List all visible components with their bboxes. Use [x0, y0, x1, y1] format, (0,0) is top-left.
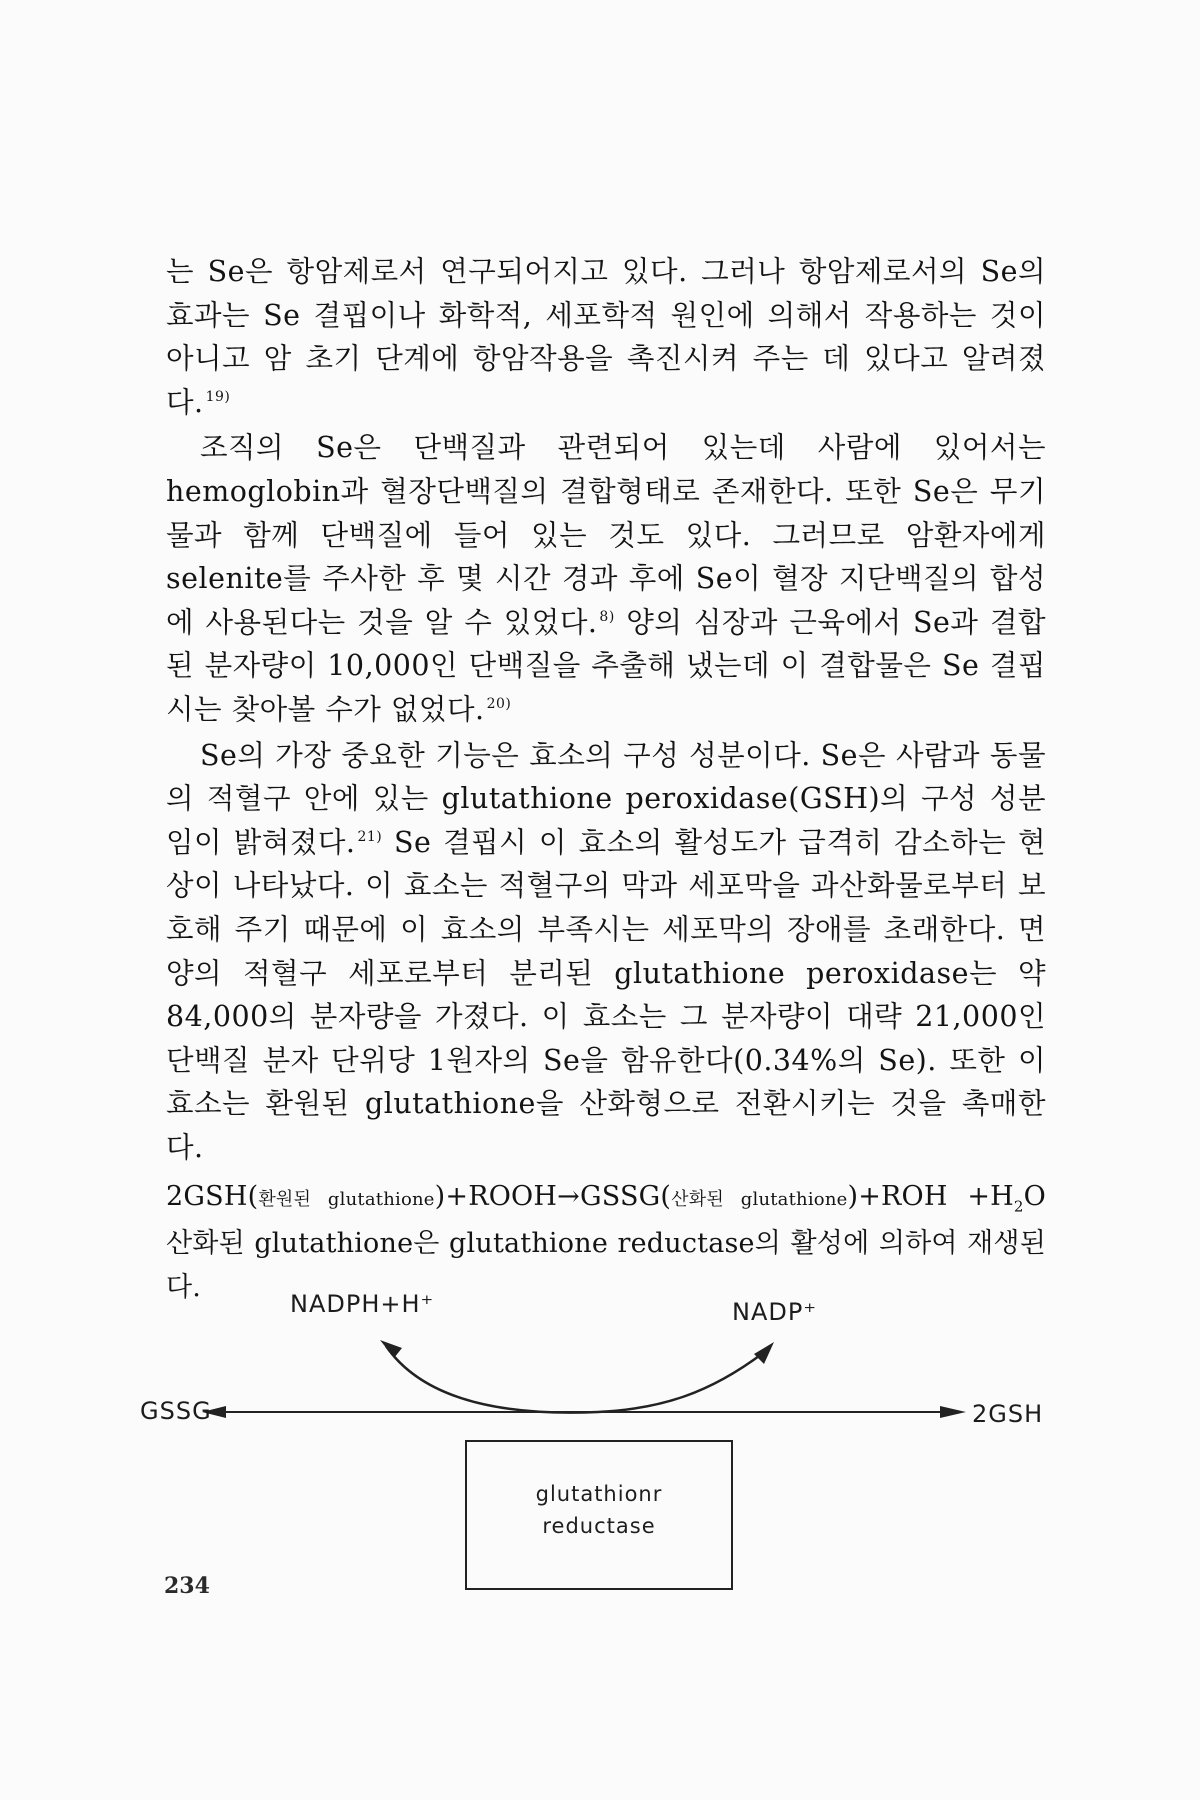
right-arrowhead — [940, 1406, 966, 1418]
cofactor-curve — [386, 1346, 767, 1413]
left-curve-arrowhead — [380, 1340, 402, 1358]
enzyme-name-line-1: glutathionr — [535, 1482, 663, 1506]
right-curve-arrowhead — [754, 1342, 774, 1364]
nadph-label: NADPH+H⁺ — [290, 1290, 435, 1318]
equation-part-2: )+ROOH→GSSG( — [434, 1181, 672, 1213]
equation-part-1: 2GSH( — [166, 1181, 259, 1213]
reference-marker: 21) — [357, 829, 383, 846]
nadp-label: NADP⁺ — [732, 1298, 817, 1326]
gsh-label: 2GSH — [972, 1400, 1044, 1428]
paragraph-2-text-b: 양의 심장과 근육에서 Se과 결합된 분자량이 10,000인 단백질을 추출해 냈는데 이 결합물은 Se 결핍시는 찾아볼 수가 없었다. — [166, 605, 1047, 726]
paragraph-3-text-a: Se의 가장 중요한 기능은 효소의 구성 성분이다. Se은 사람과 동물의 적혈구 안에 있는 glutathione peroxidase(GSH)의 구성 성분임이 밝혀졌다. — [166, 738, 1046, 859]
paragraph-2-text-a: 조직의 Se은 단백질과 관련되어 있는데 사람에 있어서는 hemoglobin과 혈장단백질의 결합형태로 존재한다. 또한 Se은 무기물과 함께 단백질에 들어 있는 것도 있다. 그러므로 암환자에게 selenite를 주사한 후 몇 시간 경과 후에 Se이 혈장 지단백질의 합성에 사용된다는 것을 알 수 있었다. — [166, 431, 1046, 639]
reference-marker: 20) — [486, 696, 512, 713]
reference-marker: 8) — [599, 609, 615, 626]
equation-note-oxidized: 산화된 glutathione — [671, 1189, 848, 1211]
paragraph-2 — [166, 426, 1046, 731]
reaction-diagram — [140, 1290, 1060, 1590]
equation-subscript: 2 — [1013, 1197, 1024, 1216]
paragraph-3 — [166, 734, 1046, 1170]
paragraph-1 — [166, 250, 1046, 424]
equation-part-3: )+ROH +H — [847, 1181, 1014, 1213]
paragraph-1-text: 는 Se은 항암제로서 연구되어지고 있다. 그러나 항암제로서의 Se의 효과는 Se 결핍이나 화학적, 세포학적 원인에 의해서 작용하는 것이 아니고 암 초기 단계에 항암작용을 촉진시켜 주는 데 있다고 알려졌다. — [166, 255, 1046, 419]
gssg-label: GSSG — [140, 1397, 212, 1425]
reference-marker: 19) — [205, 389, 231, 406]
enzyme-name-line-2: reductase — [542, 1514, 656, 1538]
equation-part-4: O 산화된 glutathione은 glutathione reductase의 활성에 의하여 재생된다. — [166, 1181, 1046, 1304]
page-number: 234 — [164, 1573, 210, 1599]
body-text — [166, 250, 1046, 1310]
paragraph-3-text-b: Se 결핍시 이 효소의 활성도가 급격히 감소하는 현상이 나타났다. 이 효소는 적혈구의 막과 세포막을 과산화물로부터 보호해 주기 때문에 이 효소의 부족시는 세포막의 장애를 초래한다. 면양의 적혈구 세포로부터 분리된 glutathione peroxidase는 약 84,000의 분자량을 가졌다. 이 효소는 그 분자량이 대략 21,000인 단백질 분자 단위당 1원자의 Se을 함유한다(0.34%의 Se). 또한 이 효소는 환원된 glutathione을 산화형으로 전환시키는 것을 촉매한다. — [166, 825, 1046, 1164]
enzyme-box — [465, 1440, 733, 1590]
equation-note-reduced: 환원된 glutathione — [258, 1189, 435, 1211]
